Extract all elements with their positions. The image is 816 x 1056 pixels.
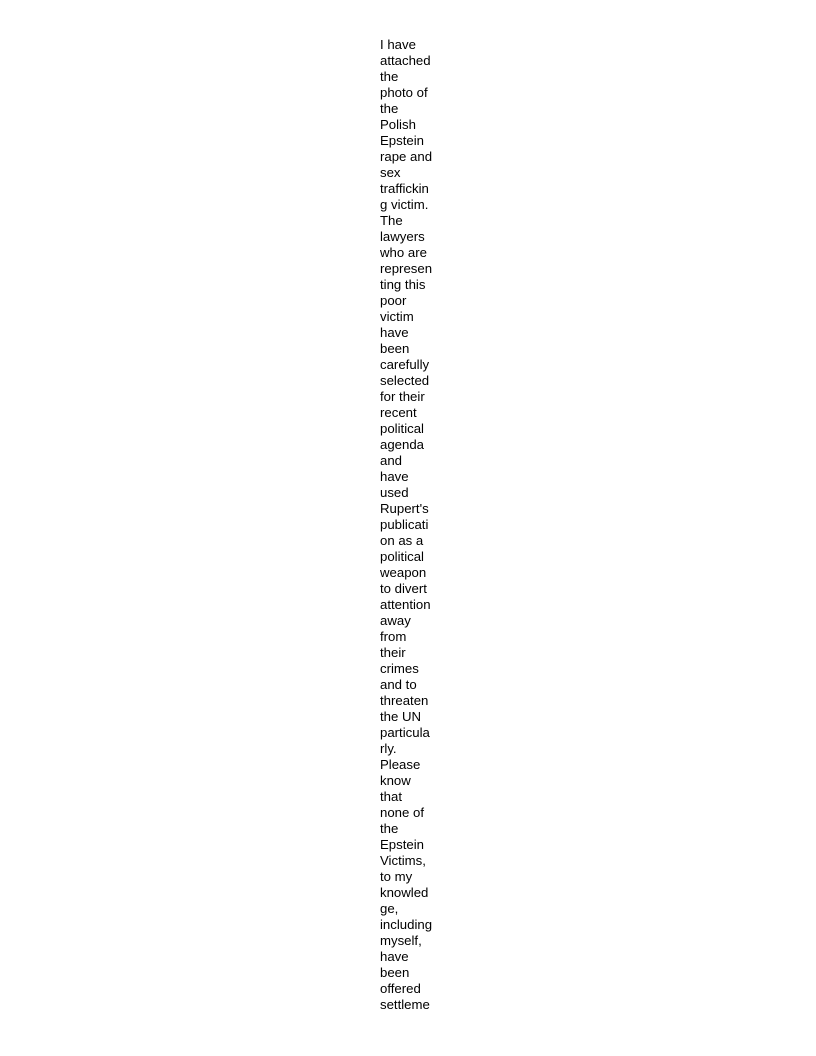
body-text-column (380, 37, 440, 1013)
text-line: used (380, 485, 409, 500)
text-line: and to (380, 677, 417, 692)
text-line: have (380, 469, 409, 484)
text-line: photo of (380, 85, 428, 100)
text-line: myself, (380, 933, 422, 948)
text-line: their (380, 645, 406, 660)
text-line: represen (380, 261, 433, 276)
text-line: sex (380, 165, 401, 180)
text-line: who are (380, 245, 427, 260)
text-line: rape and (380, 149, 433, 164)
text-line: the (380, 821, 399, 836)
text-line: recent (380, 405, 417, 420)
text-line: on as a (380, 533, 424, 548)
text-line: particula (380, 725, 430, 740)
text-line: the (380, 101, 399, 116)
text-line: agenda (380, 437, 425, 452)
text-line: Polish (380, 117, 416, 132)
text-line: been (380, 341, 410, 356)
text-line: selected (380, 373, 430, 388)
text-line: political (380, 421, 424, 436)
text-line: Please (380, 757, 421, 772)
text-line: carefully (380, 357, 430, 372)
text-line: ting this (380, 277, 426, 292)
text-line: rly. (380, 741, 397, 756)
text-line: have (380, 325, 409, 340)
text-line: Epstein (380, 133, 424, 148)
text-line: offered (380, 981, 421, 996)
text-line: knowled (380, 885, 429, 900)
text-line: attention (380, 597, 431, 612)
text-line: political (380, 549, 424, 564)
text-line: been (380, 965, 410, 980)
text-line: and (380, 453, 403, 468)
text-line: traffickin (380, 181, 429, 196)
text-line: the UN (380, 709, 422, 724)
text-line: weapon (380, 565, 427, 580)
text-line: the (380, 69, 399, 84)
text-line: lawyers (380, 229, 425, 244)
text-line: to my (380, 869, 413, 884)
text-line: poor (380, 293, 407, 308)
text-line: have (380, 949, 409, 964)
text-line: from (380, 629, 407, 644)
text-line: attached (380, 53, 431, 68)
text-line: none of (380, 805, 424, 820)
text-line: threaten (380, 693, 429, 708)
text-line: to divert (380, 581, 427, 596)
text-line: The (380, 213, 403, 228)
text-line: publicati (380, 517, 429, 532)
text-line: Epstein (380, 837, 424, 852)
text-line: including (380, 917, 433, 932)
text-line: settleme (380, 997, 430, 1012)
text-line: crimes (380, 661, 419, 676)
text-line: away (380, 613, 411, 628)
text-line: g victim. (380, 197, 429, 212)
text-line: for their (380, 389, 425, 404)
text-line: Rupert's (380, 501, 429, 516)
text-line: that (380, 789, 402, 804)
text-line: Victims, (380, 853, 426, 868)
text-line: know (380, 773, 411, 788)
text-line: I have (380, 37, 416, 52)
text-line: victim (380, 309, 414, 324)
text-line: ge, (380, 901, 399, 916)
